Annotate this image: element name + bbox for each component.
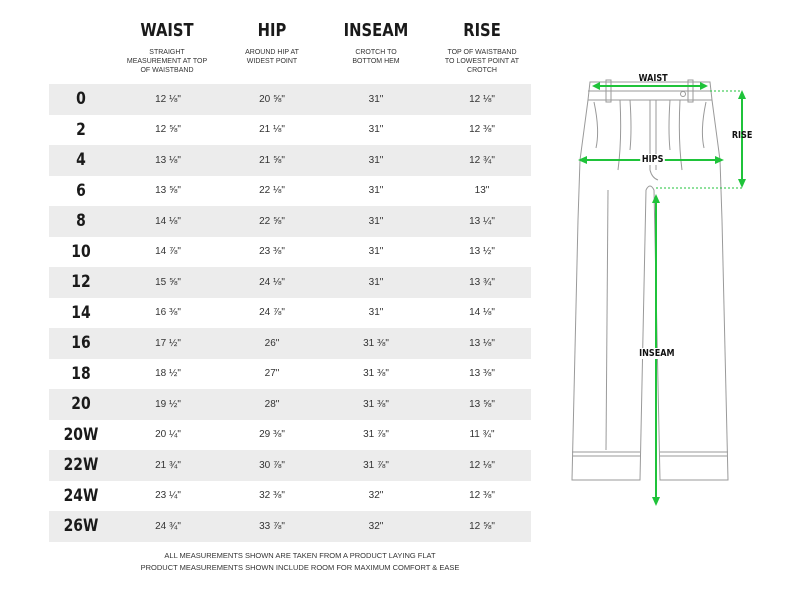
rise-value: 13 ⅜"	[469, 368, 495, 380]
table-row	[49, 176, 531, 207]
waist-value: 21 ¾"	[155, 459, 181, 471]
inseam-value: 31 ⅜"	[363, 337, 389, 349]
size-label: 8	[76, 211, 86, 232]
table-row	[49, 359, 531, 390]
hip-value: 28"	[264, 398, 280, 410]
column-subtitle: CROTCH TO BOTTOM HEM	[352, 49, 400, 65]
column-title: RISE	[463, 20, 501, 41]
inseam-value: 32"	[368, 520, 384, 532]
column-subtitle: AROUND HIP AT WIDEST POINT	[245, 49, 299, 65]
waist-value: 14 ⅛"	[155, 215, 181, 227]
column-header-rise	[427, 20, 537, 75]
column-header-waist	[107, 20, 227, 75]
waist-value: 18 ½"	[155, 368, 181, 380]
waist-value: 19 ½"	[155, 398, 181, 410]
inseam-value: 31 ⅜"	[363, 398, 389, 410]
table-row	[49, 145, 531, 176]
inseam-value: 31 ⅞"	[363, 459, 389, 471]
waist-value: 12 ⅝"	[155, 124, 181, 136]
size-label: 14	[71, 302, 91, 323]
column-subtitle: STRAIGHT MEASUREMENT AT TOP OF WAISTBAND	[126, 49, 208, 74]
size-label: 20	[71, 394, 91, 415]
inseam-value: 31"	[368, 154, 384, 166]
table-row	[49, 511, 531, 542]
hip-value: 24 ⅞"	[259, 307, 285, 319]
size-label: 4	[76, 150, 86, 171]
rise-label: RISE	[731, 130, 753, 141]
waist-value: 15 ⅝"	[155, 276, 181, 288]
size-label: 0	[76, 89, 86, 110]
hips-label: HIPS	[641, 154, 664, 165]
column-title: HIP	[257, 20, 287, 41]
waist-value: 13 ⅛"	[155, 154, 181, 166]
rise-value: 13 ½"	[469, 246, 495, 258]
inseam-value: 31"	[368, 215, 384, 227]
hip-value: 26"	[264, 337, 280, 349]
rise-value: 14 ⅛"	[469, 307, 495, 319]
measurement-arrows	[578, 82, 746, 506]
size-label: 6	[76, 180, 86, 201]
hip-value: 30 ⅞"	[259, 459, 285, 471]
inseam-value: 31"	[368, 307, 384, 319]
rise-value: 12 ⅛"	[469, 459, 495, 471]
size-label: 12	[71, 272, 91, 293]
inseam-value: 31 ⅞"	[363, 429, 389, 441]
inseam-label: INSEAM	[639, 348, 675, 359]
hip-value: 22 ⅛"	[259, 185, 285, 197]
inseam-value: 31 ⅜"	[363, 368, 389, 380]
rise-value: 12 ⅝"	[469, 520, 495, 532]
hip-value: 23 ⅜"	[259, 246, 285, 258]
waist-value: 23 ¼"	[155, 490, 181, 502]
rise-value: 13 ¾"	[469, 276, 495, 288]
inseam-value: 32"	[368, 490, 384, 502]
size-label: 10	[71, 241, 91, 262]
inseam-value: 31"	[368, 185, 384, 197]
table-row	[49, 389, 531, 420]
column-header-inseam	[326, 20, 426, 66]
table-row	[49, 450, 531, 481]
size-label: 16	[71, 333, 91, 354]
table-row	[49, 115, 531, 146]
waist-value: 13 ⅝"	[155, 185, 181, 197]
waist-label: WAIST	[638, 73, 668, 84]
table-row	[49, 84, 531, 115]
column-header-hip	[222, 20, 322, 66]
rise-value: 13"	[474, 185, 490, 197]
table-row	[49, 267, 531, 298]
table-row	[49, 298, 531, 329]
hip-value: 32 ⅜"	[259, 490, 285, 502]
hip-value: 27"	[264, 368, 280, 380]
rise-value: 12 ¾"	[469, 154, 495, 166]
hip-value: 29 ⅜"	[259, 429, 285, 441]
size-chart-table	[49, 84, 531, 542]
hip-value: 22 ⅝"	[259, 215, 285, 227]
column-title: WAIST	[140, 20, 194, 41]
size-label: 26W	[63, 516, 99, 537]
table-row	[49, 206, 531, 237]
inseam-value: 31"	[368, 124, 384, 136]
size-label: 22W	[63, 455, 99, 476]
rise-value: 12 ⅜"	[469, 490, 495, 502]
size-label: 2	[76, 119, 86, 140]
rise-value: 13 ⅛"	[469, 337, 495, 349]
hip-value: 21 ⅛"	[259, 124, 285, 136]
column-title: INSEAM	[343, 20, 409, 41]
hip-value: 24 ⅛"	[259, 276, 285, 288]
table-row	[49, 328, 531, 359]
waist-value: 24 ¾"	[155, 520, 181, 532]
size-label: 24W	[63, 485, 99, 506]
size-label: 20W	[63, 424, 99, 445]
waist-value: 17 ½"	[155, 337, 181, 349]
pants-measurement-diagram	[560, 70, 780, 520]
inseam-value: 31"	[368, 246, 384, 258]
hip-value: 21 ⅝"	[259, 154, 285, 166]
rise-value: 12 ⅛"	[469, 93, 495, 105]
size-label: 18	[71, 363, 91, 384]
rise-value: 13 ⅝"	[469, 398, 495, 410]
inseam-value: 31"	[368, 93, 384, 105]
pants-outline	[572, 80, 728, 480]
footer-note-1: ALL MEASUREMENTS SHOWN ARE TAKEN FROM A PRODUCT LAYING FLAT	[164, 551, 436, 560]
column-subtitle: TOP OF WAISTBAND TO LOWEST POINT AT CROTCH	[444, 49, 520, 74]
rise-value: 12 ⅜"	[469, 124, 495, 136]
inseam-value: 31"	[368, 276, 384, 288]
waist-value: 14 ⅞"	[155, 246, 181, 258]
table-row	[49, 481, 531, 512]
table-row	[49, 237, 531, 268]
waist-value: 20 ¼"	[155, 429, 181, 441]
waist-value: 16 ⅜"	[155, 307, 181, 319]
hip-value: 20 ⅝"	[259, 93, 285, 105]
table-row	[49, 420, 531, 451]
rise-value: 11 ¾"	[469, 429, 495, 441]
rise-value: 13 ¼"	[469, 215, 495, 227]
hip-value: 33 ⅞"	[259, 520, 285, 532]
footer-note-2: PRODUCT MEASUREMENTS SHOWN INCLUDE ROOM FOR MAXIMUM COMFORT & EASE	[140, 563, 460, 572]
waist-value: 12 ⅛"	[155, 93, 181, 105]
